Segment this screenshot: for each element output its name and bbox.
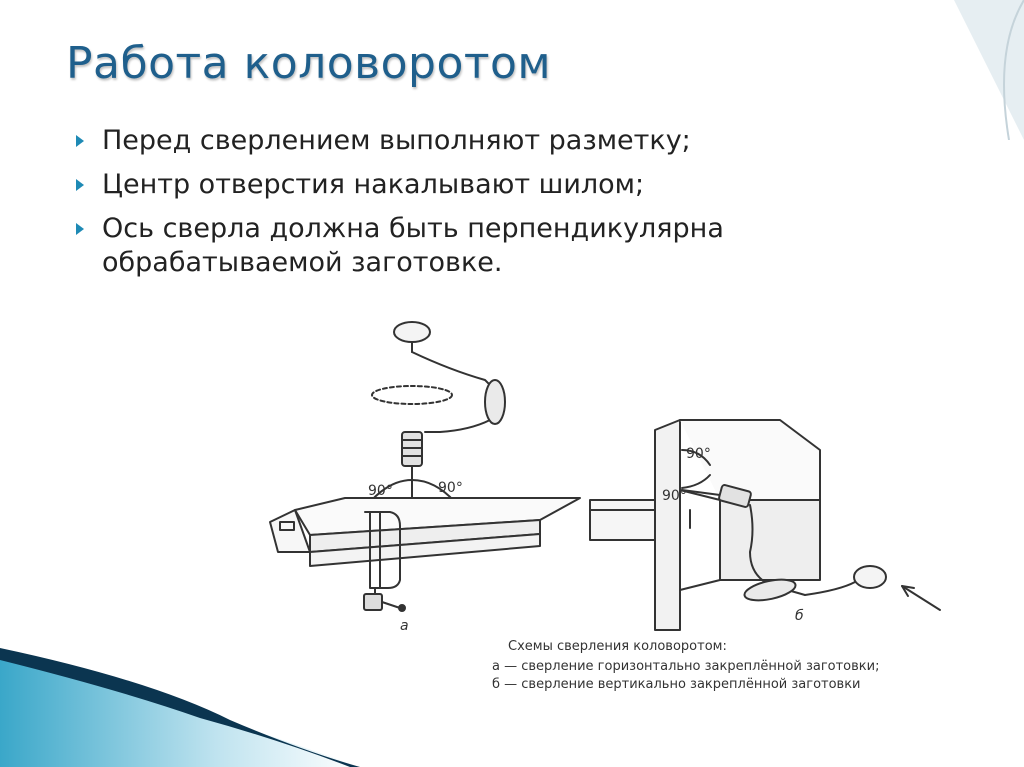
figure-a-illustration	[270, 322, 580, 611]
caption-line: а — сверление горизонтально закреплённой заготовки;	[492, 659, 880, 674]
caption-line: б — сверление вертикально закреплённой заготовки	[492, 677, 861, 692]
bullet-list	[74, 124, 894, 290]
caption-title: Схемы сверления коловоротом:	[508, 639, 727, 654]
slide-title: Работа коловоротом	[66, 38, 552, 89]
bullet-text: Перед сверлением выполняют разметку;	[102, 125, 691, 156]
bullet-item	[74, 212, 894, 280]
page-curl-decoration	[954, 0, 1024, 140]
bullet-arrow-icon	[76, 179, 84, 191]
angle-label: 90°	[368, 483, 393, 499]
bullet-text: Ось сверла должна быть перпендикулярна обрабатываемой заготовке.	[102, 213, 724, 278]
angle-label: 90°	[438, 480, 463, 496]
bullet-item	[74, 168, 894, 202]
figure-b-illustration	[590, 420, 940, 630]
figure-label: б	[795, 608, 804, 624]
bullet-item	[74, 124, 894, 158]
bottom-wave-decoration	[0, 640, 1024, 767]
bullet-text: Центр отверстия накалывают шилом;	[102, 169, 645, 200]
bullet-arrow-icon	[76, 223, 84, 235]
angle-label: 90°	[686, 446, 711, 462]
angle-label: 90°	[662, 488, 687, 504]
bullet-arrow-icon	[76, 135, 84, 147]
figure-label: а	[400, 618, 409, 634]
